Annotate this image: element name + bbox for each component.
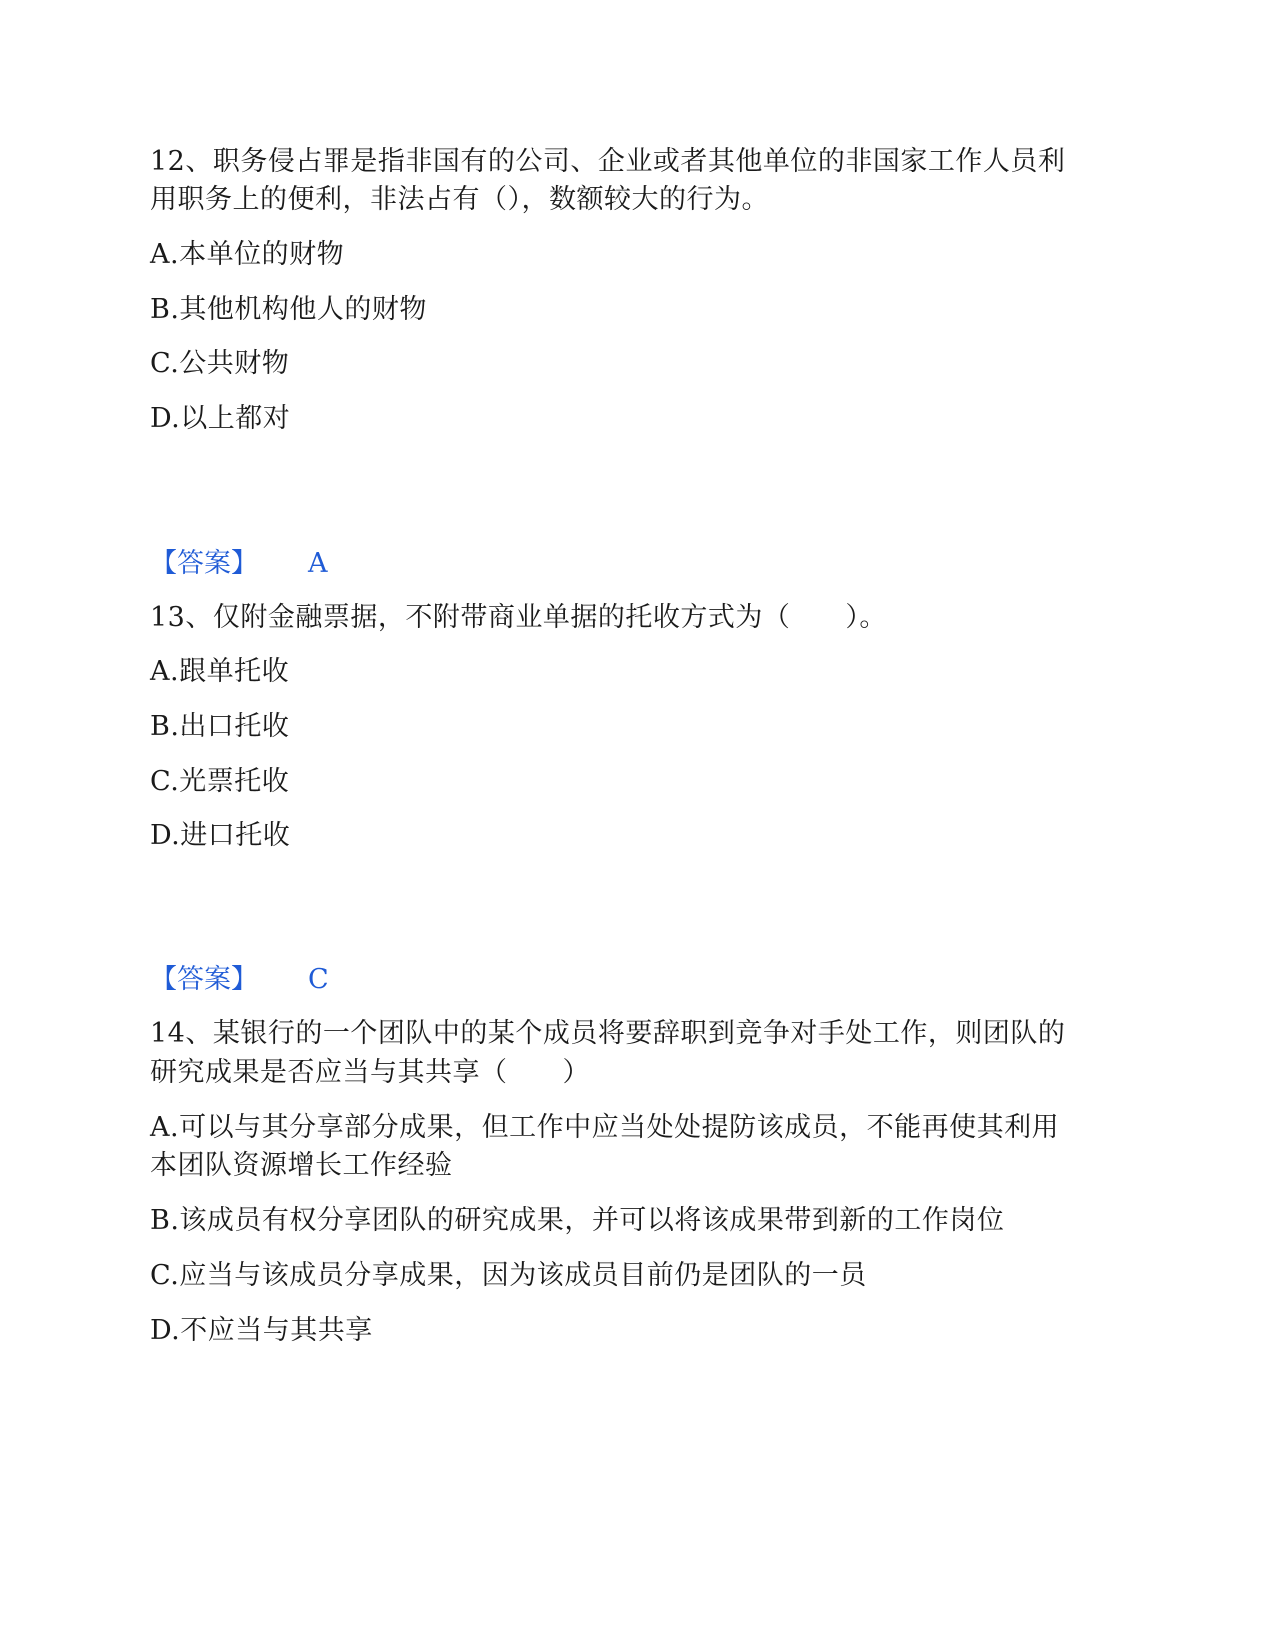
- question-stem-line: 14、某银行的一个团队中的某个成员将要辞职到竞争对手处工作，则团队的: [150, 1018, 1066, 1049]
- answer-value: A: [308, 548, 328, 579]
- option-b: B.出口托收: [150, 711, 290, 742]
- question-stem-line: 研究成果是否应当与其共享（ ）: [150, 1057, 590, 1088]
- option-b: B.该成员有权分享团队的研究成果，并可以将该成果带到新的工作岗位: [150, 1205, 1005, 1236]
- answer-row: [150, 544, 328, 584]
- option-d: D.以上都对: [150, 403, 291, 434]
- answer-value: C: [308, 964, 329, 995]
- option-b: B.其他机构他人的财物: [150, 294, 427, 325]
- option-a: A.本单位的财物: [150, 239, 345, 270]
- option-c: C.应当与该成员分享成果，因为该成员目前仍是团队的一员: [150, 1260, 867, 1291]
- option-a-continued: 本团队资源增长工作经验: [150, 1150, 453, 1181]
- answer-row: [150, 960, 329, 1000]
- question-stem-line: 12、职务侵占罪是指非国有的公司、企业或者其他单位的非国家工作人员利: [150, 146, 1066, 177]
- option-a: A.跟单托收: [150, 656, 290, 687]
- option-a: A.可以与其分享部分成果，但工作中应当处处提防该成员，不能再使其利用: [150, 1112, 1060, 1143]
- question-stem-line: 用职务上的便利，非法占有（），数额较大的行为。: [150, 184, 769, 215]
- option-c: C.光票托收: [150, 766, 290, 797]
- option-d: D.进口托收: [150, 820, 291, 851]
- question-stem-line: 13、仅附金融票据，不附带商业单据的托收方式为（ ）。: [150, 602, 887, 633]
- option-c: C.公共财物: [150, 348, 290, 379]
- option-d: D.不应当与其共享: [150, 1315, 373, 1346]
- answer-label: 【答案】: [150, 548, 258, 579]
- answer-label: 【答案】: [150, 964, 258, 995]
